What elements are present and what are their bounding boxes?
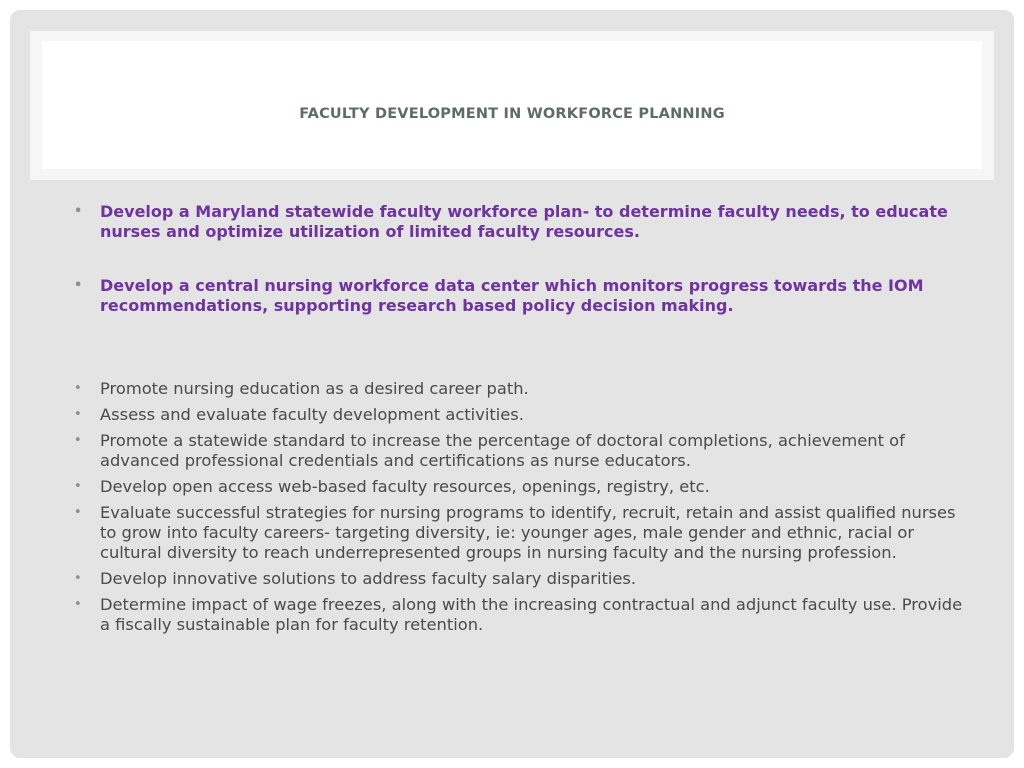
bullet-text: Develop a Maryland statewide faculty workforce plan- to determine faculty needs, to educate nurses and optimize utilization of limited faculty resources. <box>100 202 948 241</box>
bullet-text: Evaluate successful strategies for nursing programs to identify, recruit, retain and assist qualified nurses to grow into faculty careers- targeting diversity, ie: younger ages, male gender and ethnic, racial or cultural diversity to reach underrepresented groups in nursing faculty and the nursing profession. <box>100 503 956 562</box>
bullet-text: Promote nursing education as a desired career path. <box>100 379 529 398</box>
bullet-text: Develop a central nursing workforce data center which monitors progress towards the IOM recommendations, supporting research based policy decision making. <box>100 276 924 315</box>
slide-title: FACULTY DEVELOPMENT IN WORKFORCE PLANNING <box>299 106 725 122</box>
slide <box>10 10 1014 758</box>
bullet-text: Promote a statewide standard to increase the percentage of doctoral completions, achievement of advanced professional credentials and certifications as nurse educators. <box>100 431 905 470</box>
bullet-text: Develop innovative solutions to address faculty salary disparities. <box>100 569 637 588</box>
bullet-dot: • <box>74 407 82 422</box>
bullet-dot: • <box>74 597 82 612</box>
highlighted-bullet <box>72 276 972 316</box>
bullet-dot: • <box>74 571 82 586</box>
title-box <box>30 31 994 180</box>
title-panel <box>42 41 982 169</box>
bullet-dot: • <box>74 505 82 520</box>
bullet-dot: • <box>74 433 82 448</box>
bullet-dot: • <box>74 204 83 219</box>
bullet-item <box>72 477 972 497</box>
bullet-item <box>72 405 972 425</box>
highlighted-bullet <box>72 202 972 242</box>
bullet-dot: • <box>74 381 82 396</box>
bullet-item <box>72 595 972 635</box>
bullet-item <box>72 569 972 589</box>
bullet-list <box>72 202 972 641</box>
bullet-text: Assess and evaluate faculty development activities. <box>100 405 524 424</box>
bullet-item <box>72 431 972 471</box>
bullet-text: Develop open access web-based faculty resources, openings, registry, etc. <box>100 477 710 496</box>
bullet-item <box>72 503 972 563</box>
bullet-dot: • <box>74 278 83 293</box>
bullet-dot: • <box>74 479 82 494</box>
bullet-item <box>72 379 972 399</box>
bullet-text: Determine impact of wage freezes, along with the increasing contractual and adjunct faculty use. Provide a fiscally sustainable plan for faculty retention. <box>100 595 963 634</box>
